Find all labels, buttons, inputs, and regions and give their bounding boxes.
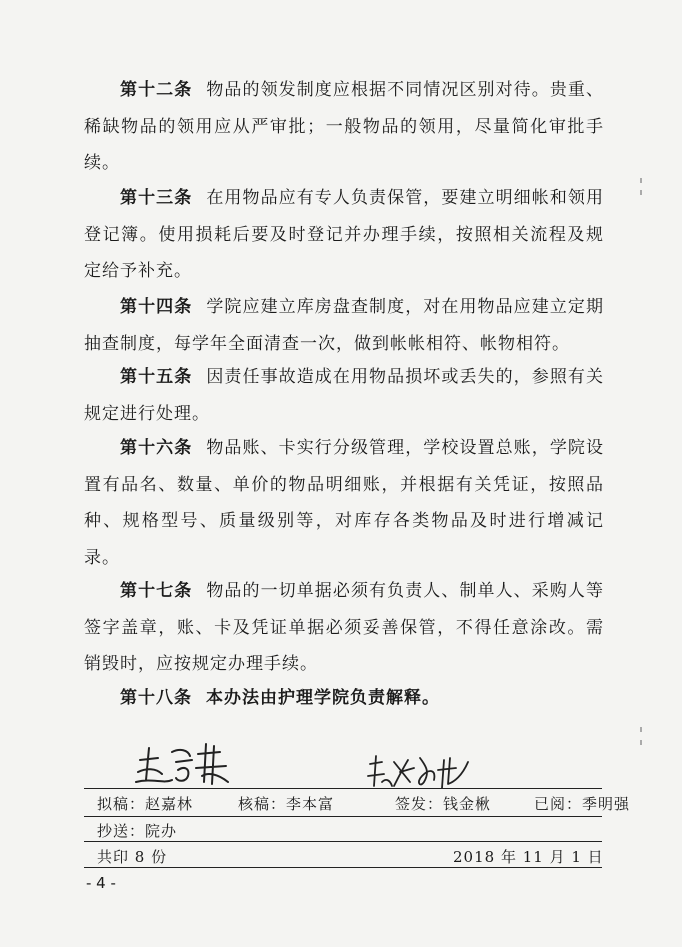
article-14 [84,289,604,362]
approval-row [97,793,631,815]
article-16 [84,430,604,576]
cc-row [97,820,397,842]
reviewer-field: 核稿：李本富 [238,795,335,813]
article-15 [84,359,604,432]
separator-top [84,788,602,789]
article-label: 第十四条 [120,297,193,317]
scan-mark [640,727,642,732]
copies-field: 共印 8 份 [97,848,168,866]
issuer-field: 签发：钱金楸 [395,795,492,813]
scan-mark [640,190,642,195]
separator-end [84,867,602,868]
separator-middle [84,816,602,817]
print-row [97,846,604,868]
scan-mark [640,740,642,745]
drafter-signature [132,738,232,790]
article-label: 第十七条 [120,581,193,601]
article-body: 物品账、卡实行分级管理，学校设置总账，学院设置有品名、数量、单价的物品明细账，并根据有关凭证，按照品种、规格型号、质量级别等，对库存各类物品及时进行增减记录。 [84,438,605,568]
article-18 [84,680,604,717]
issuer-signature [364,752,474,792]
article-body: 因责任事故造成在用物品损坏或丢失的，参照有关规定进行处理。 [84,367,605,424]
article-body: 物品的领发制度应根据不同情况区别对待。贵重、稀缺物品的领用应从严审批；一般物品的领用，尽量简化审批手续。 [84,80,605,173]
article-body: 学院应建立库房盘查制度，对在用物品应建立定期抽查制度，每学年全面清查一次，做到帐帐相符、帐物相符。 [84,297,605,354]
page-number: - 4 - [86,874,116,892]
cc-field: 抄送：院办 [97,822,178,840]
article-label: 第十五条 [120,367,193,387]
article-17 [84,573,604,683]
article-label: 第十三条 [120,188,193,208]
article-body: 本办法由护理学院负责解释。 [206,688,440,708]
separator-bottom [84,841,602,842]
scan-mark [640,178,642,183]
reader-field: 已阅：季明强 [534,795,631,813]
article-body: 物品的一切单据必须有负责人、制单人、采购人等签字盖章，账、卡及凭证单据必须妥善保管，不得任意涂改。需销毁时，应按规定办理手续。 [84,581,605,674]
date-field: 2018 年 11 月 1 日 [453,848,604,866]
article-body: 在用物品应有专人负责保管，要建立明细帐和领用登记簿。使用损耗后要及时登记并办理手续，按照相关流程及规定给予补充。 [84,188,605,281]
article-label: 第十六条 [120,438,193,458]
article-13 [84,180,604,290]
article-label: 第十二条 [120,80,193,100]
article-12 [84,72,604,182]
article-label: 第十八条 [120,688,192,708]
drafter-field: 拟稿：赵嘉林 [97,795,194,813]
